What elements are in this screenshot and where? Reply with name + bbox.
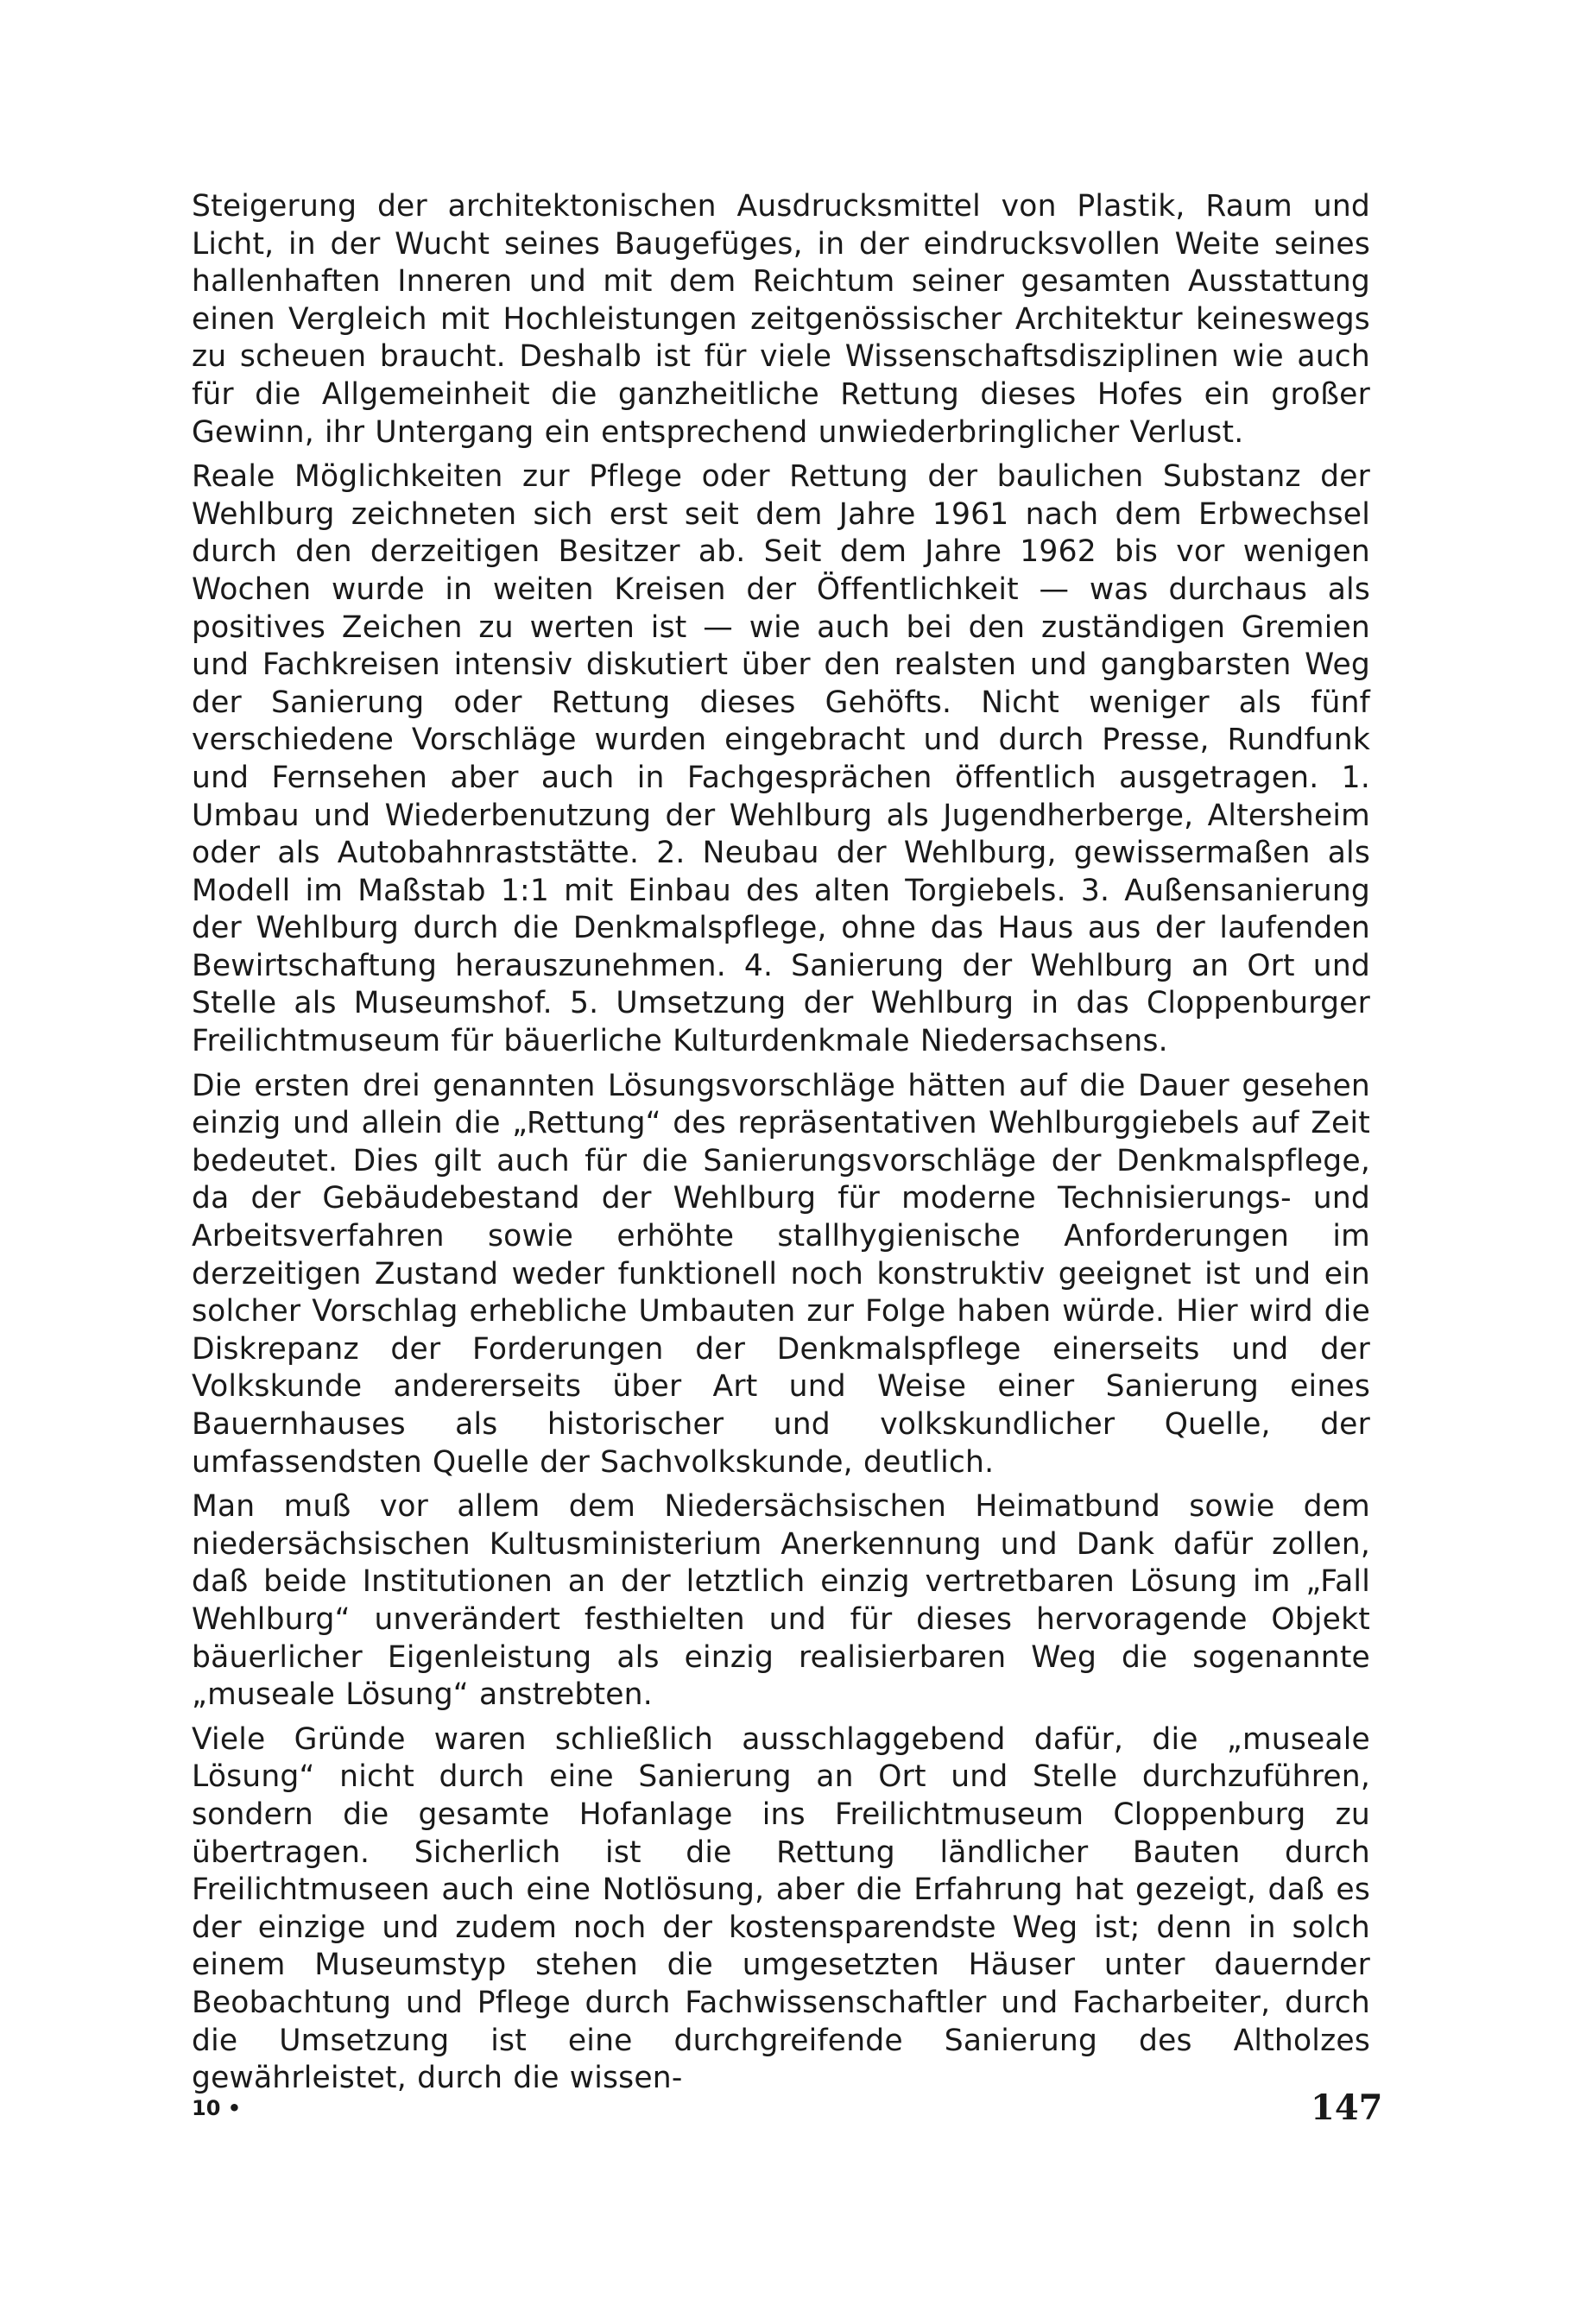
paragraph-1: Steigerung der architektonischen Ausdrucksmittel von Plastik, Raum und Licht, in der Wucht seines Baugefüges, in der eindrucksvollen Weite seines hallenhaften Inneren und mit dem Reichtum seiner gesamten Ausstattung einen Vergleich mit Hochleistungen zeitgenössischer Architektur keineswegs zu scheuen braucht. Deshalb ist für viele Wissenschaftsdisziplinen wie auch für die Allgemeinheit die ganzheitliche Rettung dieses Hofes ein großer Gewinn, ihr Untergang ein entsprechend unwiederbringlicher Verlust. <box>192 189 1370 450</box>
page-body <box>192 188 1370 2105</box>
paragraph-2: Reale Möglichkeiten zur Pflege oder Rettung der baulichen Substanz der Wehlburg zeichneten sich erst seit dem Jahre 1961 nach dem Erbwechsel durch den derzeitigen Besitzer ab. Seit dem Jahre 1962 bis vor wenigen Wochen wurde in weiten Kreisen der Öffentlichkeit — was durchaus als positives Zeichen zu werten ist — wie auch bei den zuständigen Gremien und Fachkreisen intensiv diskutiert über den realsten und gangbarsten Weg der Sanierung oder Rettung dieses Gehöfts. Nicht weniger als fünf verschiedene Vorschläge wurden eingebracht und durch Presse, Rundfunk und Fernsehen aber auch in Fachgesprächen öffentlich ausgetragen. 1. Umbau und Wiederbenutzung der Wehlburg als Jugendherberge, Altersheim oder als Autobahnraststätte. 2. Neubau der Wehlburg, gewissermaßen als Modell im Maßstab 1:1 mit Einbau des alten Torgiebels. 3. Außensanierung der Wehlburg durch die Denkmalspflege, ohne das Haus aus der laufenden Bewirtschaftung herauszunehmen. 4. Sanierung der Wehlburg an Ort und Stelle als Museumshof. 5. Umsetzung der Wehlburg in das Cloppenburger Freilichtmuseum für bäuerliche Kulturdenkmale Niedersachsens. <box>192 459 1370 1059</box>
paragraph-5: Viele Gründe waren schließlich ausschlaggebend dafür, die „museale Lösung“ nicht durch eine Sanierung an Ort und Stelle durchzuführen, sondern die gesamte Hofanlage ins Freilichtmuseum Cloppenburg zu übertragen. Sicherlich ist die Rettung ländlicher Bauten durch Freilichtmuseen auch eine Notlösung, aber die Erfahrung hat gezeigt, daß es der einzige und zudem noch der kostensparendste Weg ist; denn in solch einem Museumstyp stehen die umgesetzten Häuser unter dauernder Beobachtung und Pflege durch Fachwissenschaftler und Facharbeiter, durch die Umsetzung ist eine durchgreifende Sanierung des Altholzes gewährleistet, durch die wissen- <box>192 1721 1370 2096</box>
paragraph-3: Die ersten drei genannten Lösungsvorschläge hätten auf die Dauer gesehen einzig und allein die „Rettung“ des repräsentativen Wehlburggiebels auf Zeit bedeutet. Dies gilt auch für die Sanierungsvorschläge der Denkmalspflege, da der Gebäudebestand der Wehlburg für moderne Technisierungs- und Arbeitsverfahren sowie erhöhte stallhygienische Anforderungen im derzeitigen Zustand weder funktionell noch konstruktiv geeignet ist und ein solcher Vorschlag erhebliche Umbauten zur Folge haben würde. Hier wird die Diskrepanz der Forderungen der Denkmalspflege einerseits und der Volkskunde andererseits über Art und Weise einer Sanierung eines Bauernhauses als historischer und volkskundlicher Quelle, der umfassendsten Quelle der Sachvolkskunde, deutlich. <box>192 1068 1370 1480</box>
signature-mark: 10 • <box>192 2096 242 2120</box>
paragraph-4: Man muß vor allem dem Niedersächsischen Heimatbund sowie dem niedersächsischen Kultusministerium Anerkennung und Dank dafür zollen, daß beide Institutionen an der letztlich einzig vertretbaren Lösung im „Fall Wehlburg“ unverändert festhielten und für dieses hervoragende Objekt bäuerlicher Eigenleistung als einzig realisierbaren Weg die sogenannte „museale Lösung“ anstrebten. <box>192 1489 1370 1713</box>
page-number: 147 <box>1311 2087 1383 2128</box>
